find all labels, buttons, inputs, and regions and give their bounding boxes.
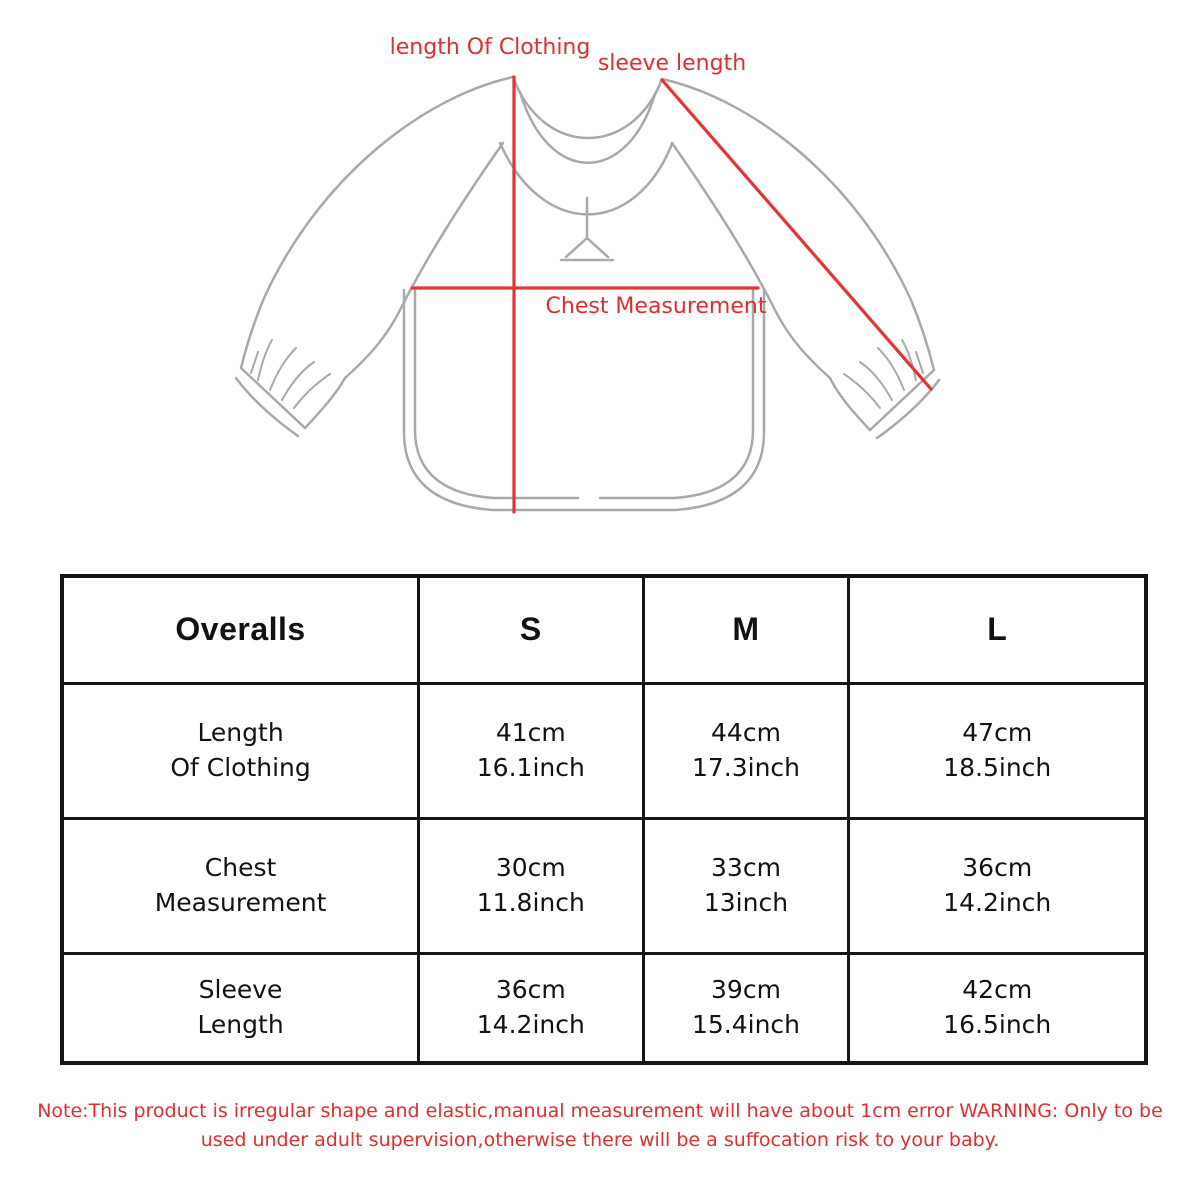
- row-label-chest: Chest Measurement: [62, 818, 419, 953]
- cuff-gather-lines: [251, 340, 923, 408]
- note-line-1: Note:This product is irregular shape and elastic,manual measurement will have about 1cm error WARNING: Only to be: [37, 1100, 1163, 1122]
- length-of-clothing-label: length Of Clothing: [389, 35, 591, 60]
- table-header-overalls: Overalls: [62, 576, 419, 683]
- cell-chest-l: 36cm 14.2inch: [849, 818, 1146, 953]
- collar-inner-curve: [520, 92, 655, 163]
- sleeve-length-label: sleeve length: [597, 51, 747, 76]
- size-table: [60, 574, 1148, 1065]
- right-sleeve-outer: [662, 79, 934, 370]
- row-label-length: Length Of Clothing: [62, 683, 419, 818]
- note-line-2: used under adult supervision,otherwise there will be a suffocation risk to your baby.: [200, 1129, 1000, 1152]
- garment-diagram: [0, 0, 1200, 560]
- cell-chest-m: 33cm 13inch: [643, 818, 849, 953]
- body-outer-outline: [404, 290, 764, 510]
- hanger-detail: [561, 198, 613, 260]
- body-inner-outline: [415, 290, 753, 498]
- right-cuff-tip: [830, 378, 870, 430]
- table-row-length: [62, 683, 1146, 818]
- cell-chest-s: 30cm 11.8inch: [419, 818, 643, 953]
- cell-sleeve-l: 42cm 16.5inch: [849, 953, 1146, 1063]
- cell-length-m: 44cm 17.3inch: [643, 683, 849, 818]
- row-label-sleeve: Sleeve Length: [62, 953, 419, 1063]
- warning-note: [0, 1097, 1200, 1156]
- chest-measurement-label: Chest Measurement: [545, 294, 767, 319]
- left-sleeve-inner: [345, 143, 503, 378]
- table-header-row: [62, 576, 1146, 683]
- cell-sleeve-s: 36cm 14.2inch: [419, 953, 643, 1063]
- garment-diagram-svg: [0, 0, 1200, 560]
- table-header-size-s: S: [419, 576, 643, 683]
- left-cuff-tip: [305, 378, 345, 428]
- diagram-labels: [390, 35, 767, 319]
- table-header-size-m: M: [643, 576, 849, 683]
- left-sleeve-outer: [241, 77, 513, 368]
- cell-sleeve-m: 39cm 15.4inch: [643, 953, 849, 1063]
- table-row-sleeve: [62, 953, 1146, 1063]
- left-cuff-band: [236, 368, 305, 436]
- cell-length-s: 41cm 16.1inch: [419, 683, 643, 818]
- table-header-size-l: L: [849, 576, 1146, 683]
- right-sleeve-inner: [672, 143, 830, 378]
- cell-length-l: 47cm 18.5inch: [849, 683, 1146, 818]
- right-cuff-band: [870, 370, 939, 438]
- table-row-chest: [62, 818, 1146, 953]
